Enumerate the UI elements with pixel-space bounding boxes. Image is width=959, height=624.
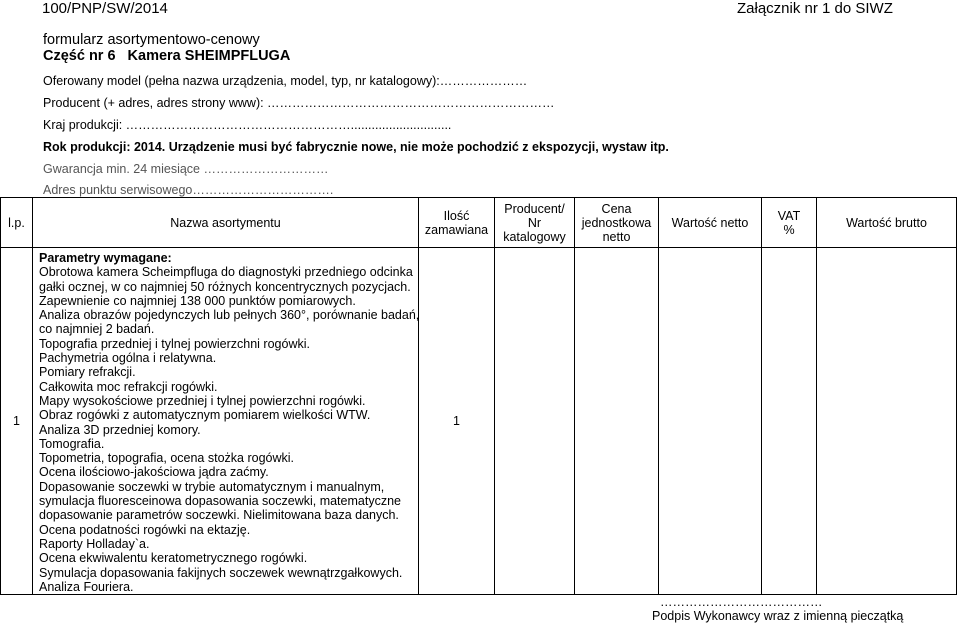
assortment-table (0, 197, 957, 595)
param-line: Topometria, topografia, ocena stożka rogówki. (39, 451, 294, 466)
param-line: gałki ocznej, w co najmniej 50 różnych koncentrycznych pozycjach. (39, 279, 411, 294)
producer-line: Producent (+ adres, adres strony www): …………………………………………………………… (43, 96, 555, 110)
row-unit-price-cell[interactable] (575, 248, 659, 595)
row-producer-cell[interactable] (495, 248, 575, 595)
param-line: Analiza Fouriera. (39, 579, 134, 594)
production-year-line: Rok produkcji: 2014. Urządzenie musi być fabrycznie nowe, nie może pochodzić z ekspozycji, wystaw itp. (43, 140, 669, 154)
form-part (43, 48, 290, 64)
part-number: Część nr 6 (43, 48, 116, 64)
param-line: Całkowita moc refrakcji rogówki. (39, 379, 218, 394)
signature-label: Podpis Wykonawcy wraz z imienną pieczątką (652, 609, 904, 623)
header-gross-value: Wartość brutto (817, 198, 957, 248)
warranty-line: Gwarancja min. 24 miesiące ………………………… (43, 162, 329, 176)
header-net-value: Wartość netto (659, 198, 762, 248)
offered-model-line: Oferowany model (pełna nazwa urządzenia, model, typ, nr katalogowy):………………… (43, 74, 528, 88)
row-gross-value-cell[interactable] (817, 248, 957, 595)
header-producer: Producent/ Nr katalogowy (495, 198, 575, 248)
param-line: symulacja fluoresceinowa dopasowania soczewki, matematyczne (39, 494, 401, 509)
param-line: Ocena ekwiwalentu keratometrycznego rogówki. (39, 551, 308, 566)
row-quantity: 1 (419, 248, 495, 595)
param-line: Dopasowanie soczewki w trybie automatycznym i manualnym, (39, 479, 385, 494)
header-quantity: Ilość zamawiana (419, 198, 495, 248)
param-line: Pomiary refrakcji. (39, 365, 136, 380)
param-line: Ocena ilościowo-jakościowa jądra zaćmy. (39, 465, 269, 480)
param-line: Raporty Holladay`a. (39, 536, 150, 551)
product-name: Kamera SHEIMPFLUGA (127, 48, 291, 64)
header-name: Nazwa asortymentu (33, 198, 419, 248)
header-lp: l.p. (1, 198, 33, 248)
header-unit-price: Cena jednostkowa netto (575, 198, 659, 248)
signature-dots: ………………………………… (660, 595, 823, 609)
row-lp: 1 (1, 248, 33, 595)
row-net-value-cell[interactable] (659, 248, 762, 595)
param-line: Tomografia. (39, 436, 105, 451)
param-line: Ocena podatności rogówki na ektazję. (39, 522, 251, 537)
param-line: Obraz rogówki z automatycznym pomiarem wielkości WTW. (39, 408, 371, 423)
table-header-row (1, 198, 957, 248)
table-row (1, 248, 957, 595)
param-line: Analiza 3D przedniej komory. (39, 422, 201, 437)
params-title: Parametry wymagane: (39, 251, 172, 265)
row-vat-cell[interactable] (762, 248, 817, 595)
param-line: dopasowanie parametrów soczewki. Nielimitowana baza danych. (39, 508, 399, 523)
param-line: Symulacja dopasowania fakijnych soczewek wewnątrzgałkowych. (39, 565, 403, 580)
params-list (39, 265, 420, 594)
attachment-label: Załącznik nr 1 do SIWZ (737, 0, 893, 17)
header-vat: VAT % (762, 198, 817, 248)
param-line: Mapy wysokościowe przedniej i tylnej powierzchni rogówki. (39, 393, 366, 408)
row-description (33, 248, 419, 595)
param-line: Analiza obrazów pojedynczych lub pełnych 360°, porównanie badań, (39, 308, 420, 323)
form-title: formularz asortymentowo-cenowy (43, 32, 260, 48)
param-line: Pachymetria ogólna i relatywna. (39, 351, 217, 366)
param-line: co najmniej 2 badań. (39, 322, 155, 337)
country-line: Kraj produkcji: ………………………………………………............................. (43, 118, 452, 132)
param-line: Topografia przedniej i tylnej powierzchni rogówki. (39, 336, 310, 351)
param-line: Obrotowa kamera Scheimpfluga do diagnostyki przedniego odcinka (39, 265, 413, 280)
document-reference: 100/PNP/SW/2014 (42, 0, 168, 17)
service-address-line: Adres punktu serwisowego……………………………. (43, 183, 334, 197)
param-line: Zapewnienie co najmniej 138 000 punktów pomiarowych. (39, 293, 356, 308)
